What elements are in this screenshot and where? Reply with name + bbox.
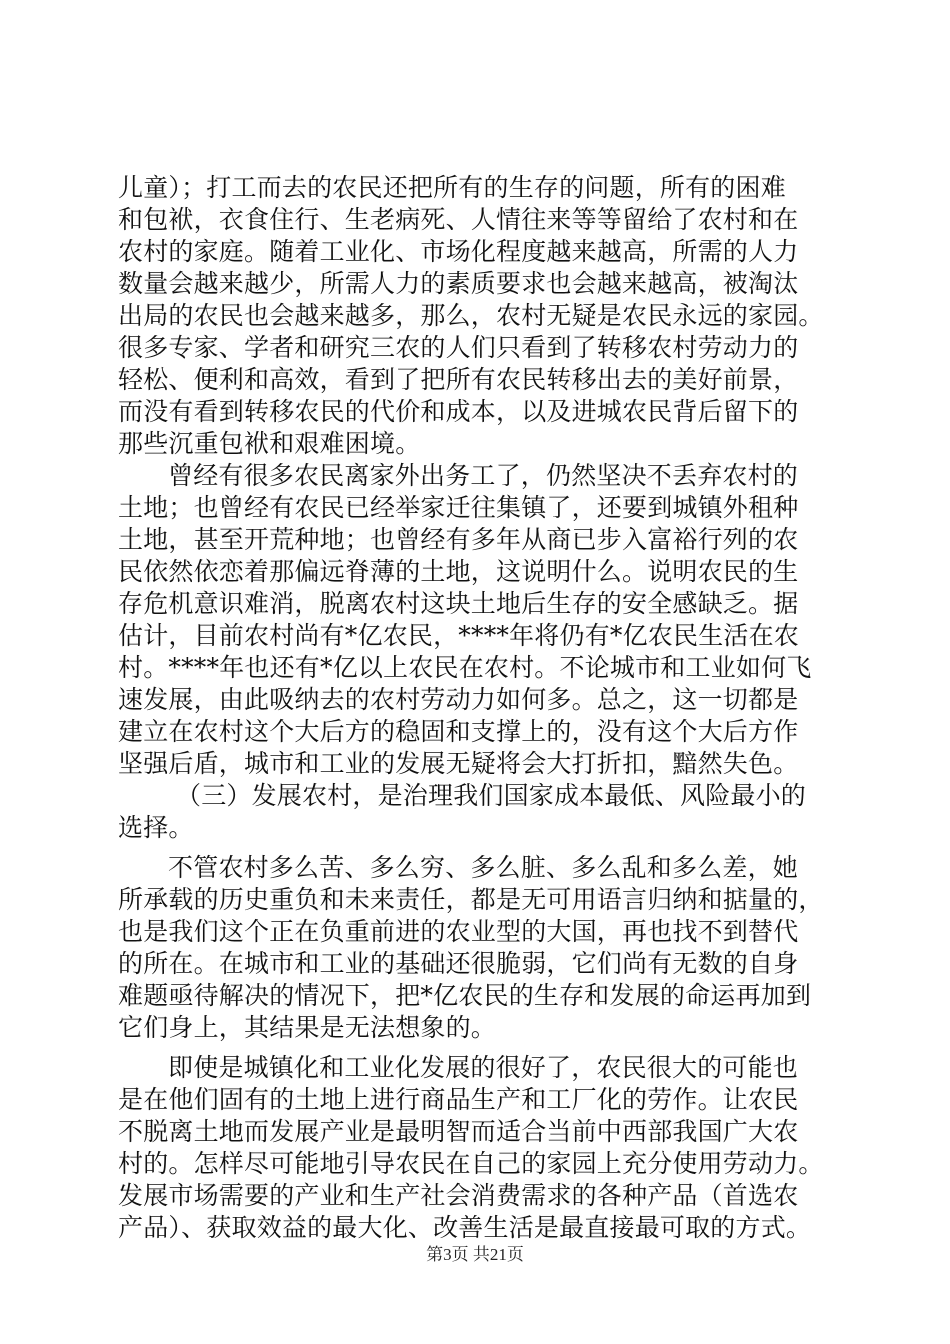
text-line: 存危机意识难消，脱离农村这块土地后生存的安全感缺乏。据 <box>118 589 799 618</box>
text-line: 坚强后盾，城市和工业的发展无疑将会大打折扣，黯然失色。 <box>118 749 799 778</box>
text-line: 是在他们固有的土地上进行商品生产和工厂化的劳作。让农民 <box>118 1085 799 1114</box>
text-line: 的所在。在城市和工业的基础还很脆弱，它们尚有无数的自身 <box>118 949 799 978</box>
text-line: 村的。怎样尽可能地引导农民在自己的家园上充分使用劳动力。 <box>118 1149 824 1178</box>
text-line: 农村的家庭。随着工业化、市场化程度越来越高，所需的人力 <box>118 237 799 266</box>
text-line: 不管农村多么苦、多么穷、多么脏、多么乱和多么差，她 <box>168 853 799 882</box>
text-line: 建立在农村这个大后方的稳固和支撑上的，没有这个大后方作 <box>118 717 799 746</box>
text-line: 它们身上，其结果是无法想象的。 <box>118 1013 497 1042</box>
paragraph-spacer <box>118 844 848 852</box>
paragraph-2 <box>118 460 848 780</box>
text-line: 曾经有很多农民离家外出务工了，仍然坚决不丢弃农村的 <box>168 461 799 490</box>
text-line: 村。****年也还有*亿以上农民在农村。不论城市和工业如何飞 <box>118 653 812 682</box>
text-line: 儿童）；打工而去的农民还把所有的生存的问题，所有的困难 <box>118 173 786 202</box>
text-line: 产品）、获取效益的最大化、改善生活是最直接最可取的方式。 <box>118 1213 812 1242</box>
text-line: 即使是城镇化和工业化发展的很好了，农民很大的可能也 <box>168 1053 799 1082</box>
text-line: 出局的农民也会越来越多，那么，农村无疑是农民永远的家园。 <box>118 301 824 330</box>
paragraph-1 <box>118 172 848 460</box>
text-line: 轻松、便利和高效，看到了把所有农民转移出去的美好前景， <box>118 365 799 394</box>
text-line: 很多专家、学者和研究三农的人们只看到了转移农村劳动力的 <box>118 333 799 362</box>
heading-line: 选择。 <box>118 813 194 842</box>
text-line: 土地，甚至开荒种地；也曾经有多年从商已步入富裕行列的农 <box>118 525 799 554</box>
text-line: 和包袱，衣食住行、生老病死、人情往来等等留给了农村和在 <box>118 205 799 234</box>
text-line: 估计，目前农村尚有*亿农民，****年将仍有*亿农民生活在农 <box>118 621 800 650</box>
text-line: 所承载的历史重负和未来责任，都是无可用语言归纳和掂量的， <box>118 885 824 914</box>
text-line: 速发展，由此吸纳去的农村劳动力如何多。总之，这一切都是 <box>118 685 799 714</box>
text-line: 不脱离土地而发展产业是最明智而适合当前中西部我国广大农 <box>118 1117 799 1146</box>
text-line: 而没有看到转移农民的代价和成本，以及进城农民背后留下的 <box>118 397 799 426</box>
paragraph-spacer <box>118 1044 848 1052</box>
text-line: 那些沉重包袱和艰难困境。 <box>118 429 421 458</box>
section-heading-3 <box>118 780 848 844</box>
page-number-footer: 第3页 共21页 <box>426 1245 524 1264</box>
text-line: 难题亟待解决的情况下，把*亿农民的生存和发展的命运再加到 <box>118 981 812 1010</box>
paragraph-4 <box>118 852 848 1044</box>
text-line: 土地；也曾经有农民已经举家迁往集镇了，还要到城镇外租种 <box>118 493 799 522</box>
text-line: 民依然依恋着那偏远脊薄的土地，这说明什么。说明农民的生 <box>118 557 799 586</box>
text-line: 数量会越来越少，所需人力的素质要求也会越来越高，被淘汰 <box>118 269 799 298</box>
text-line: 发展市场需要的产业和生产社会消费需求的各种产品（首选农 <box>118 1181 799 1210</box>
text-line: 也是我们这个正在负重前进的农业型的大国，再也找不到替代 <box>118 917 799 946</box>
paragraph-5 <box>118 1052 848 1244</box>
heading-line: （三）发展农村，是治理我们国家成本最低、风险最小的 <box>176 781 807 810</box>
document-body <box>118 172 848 1244</box>
